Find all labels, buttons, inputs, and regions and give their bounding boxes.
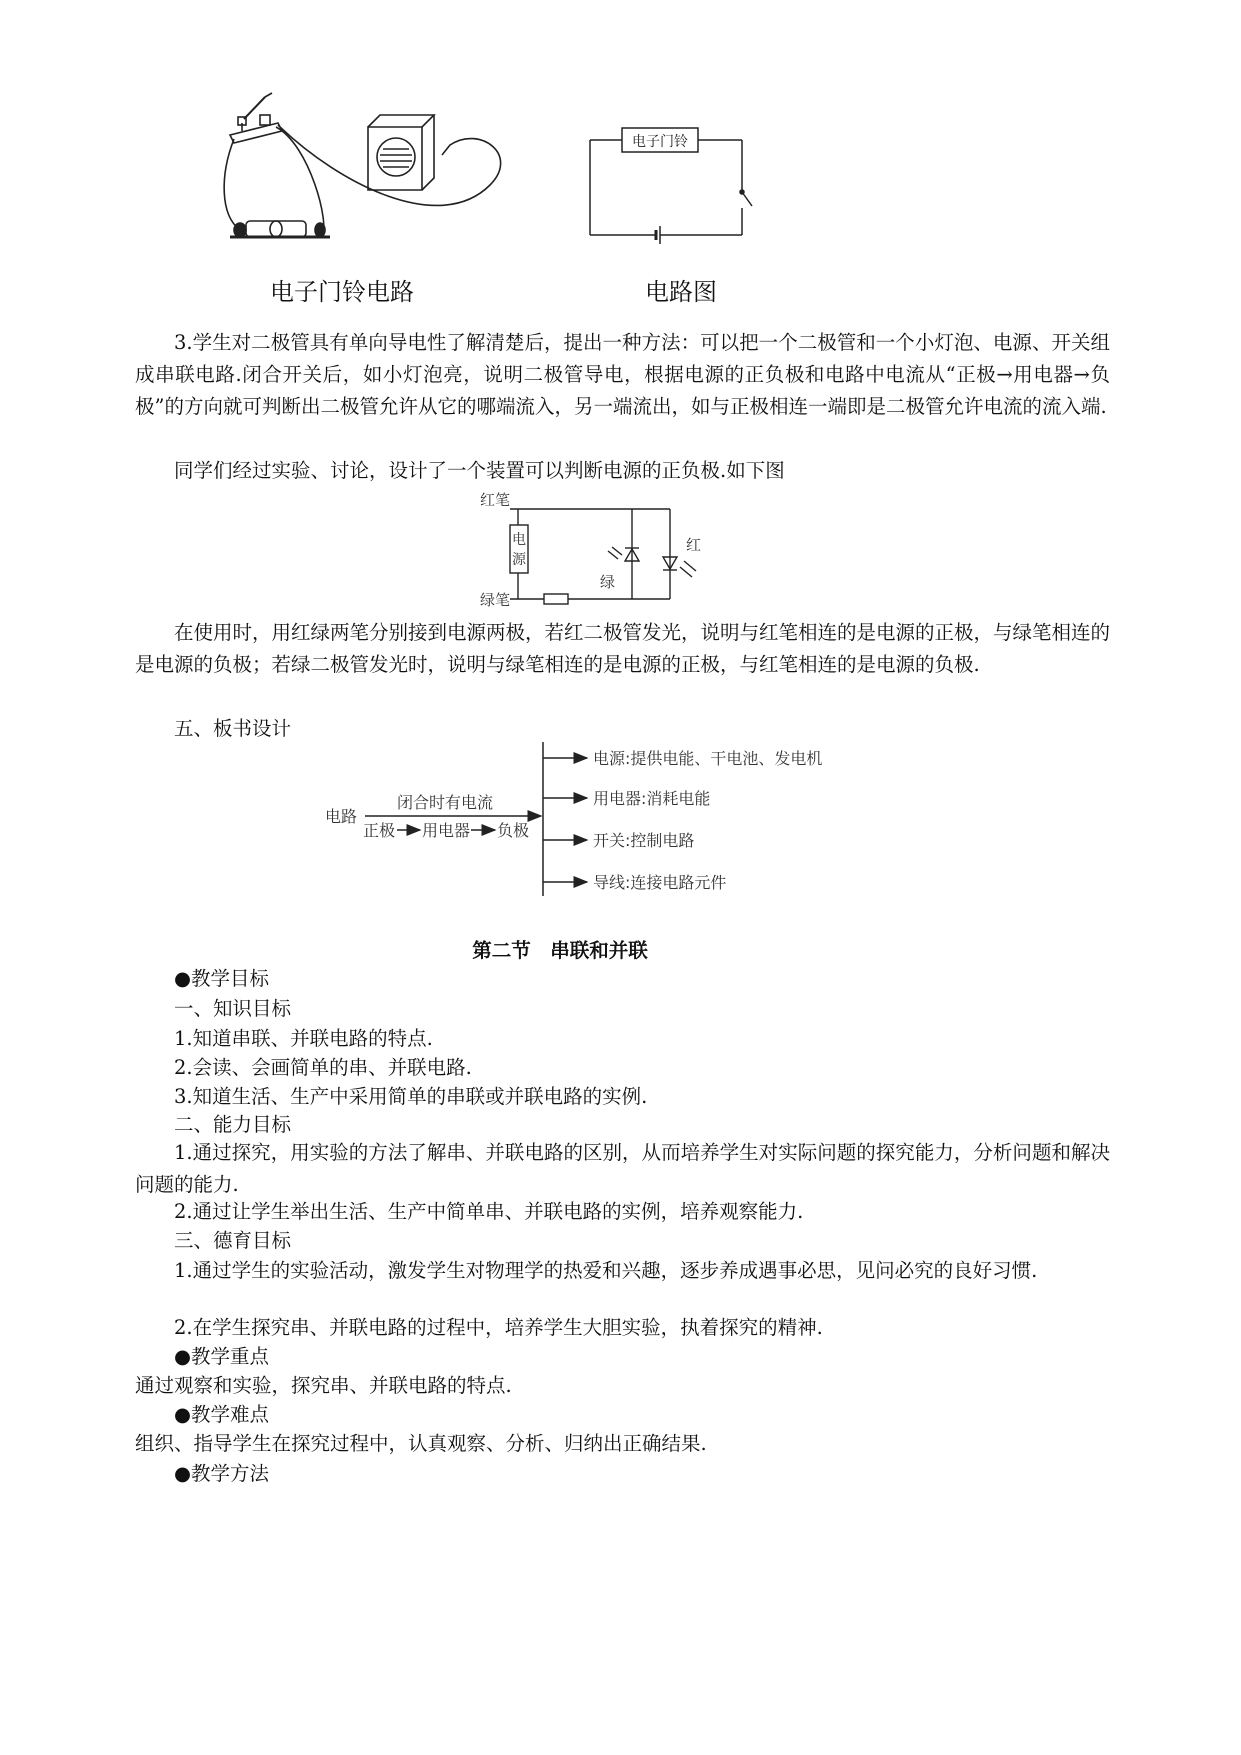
difficulties-heading: ●教学难点 xyxy=(174,1403,270,1426)
board-closed-current-label: 闭合时有电流 xyxy=(397,793,494,812)
circuit-diagram-caption: 电路图 xyxy=(645,278,717,306)
teaching-method-heading: ●教学方法 xyxy=(174,1462,270,1485)
knowledge-objective-1: 1.知道串联、并联电路的特点. xyxy=(174,1027,433,1050)
knowledge-objective-2: 2.会读、会画简单的串、并联电路. xyxy=(174,1056,472,1079)
board-negative-label: 负极 xyxy=(497,821,530,840)
board-branch-appliance: 用电器:消耗电能 xyxy=(593,789,711,808)
knowledge-objectives-heading: 一、知识目标 xyxy=(174,997,292,1020)
paragraph-design: 同学们经过实验、讨论，设计了一个装置可以判断电源的正负极.如下图 xyxy=(174,459,785,482)
red-pen-label: 红笔 xyxy=(480,491,511,509)
ability-objective-1: 1.通过探究，用实验的方法了解串、并联电路的区别，从而培养学生对实际问题的探究能力，分析问题和解决问题的能力. xyxy=(135,1141,1110,1196)
power-source-label-2: 源 xyxy=(512,552,526,568)
ability-objectives-heading: 二、能力目标 xyxy=(174,1113,292,1136)
green-led-label: 绿 xyxy=(600,573,616,591)
key-points-heading: ●教学重点 xyxy=(174,1345,270,1368)
paragraph-method: 3.学生对二极管具有单向导电性了解清楚后，提出一种方法：可以把一个二极管和一个小灯泡、电源、开关组成串联电路.闭合开关后，如小灯泡亮，说明二极管导电，根据电源的正负极和电路中电流从“正极→用电器→负极”的方向就可判断出二极管允许从它的哪端流入，另一端流出，如与正极相连一端即是二极管允许电流的流入端. xyxy=(135,331,1110,418)
board-design-heading: 五、板书设计 xyxy=(174,717,292,740)
green-pen-label: 绿笔 xyxy=(480,591,511,609)
board-branch-switch: 开关:控制电路 xyxy=(593,831,695,850)
board-appliance-label: 用电器 xyxy=(422,821,471,840)
board-branch-source: 电源:提供电能、干电池、发电机 xyxy=(593,749,823,768)
board-design-diagram xyxy=(325,738,885,900)
doorbell-circuit-illustration xyxy=(220,85,560,275)
moral-objective-2: 2.在学生探究串、并联电路的过程中，培养学生大胆实验，执着探究的精神. xyxy=(174,1316,823,1339)
doorbell-circuit-schematic xyxy=(580,120,770,250)
power-source-label-1: 电 xyxy=(512,532,526,548)
objectives-heading: ●教学目标 xyxy=(174,967,270,990)
board-branch-wire: 导线:连接电路元件 xyxy=(593,873,727,892)
red-led-label: 红 xyxy=(686,536,702,554)
knowledge-objective-3: 3.知道生活、生产中采用简单的串联或并联电路的实例. xyxy=(174,1085,648,1108)
section-title: 第二节 串联和并联 xyxy=(472,939,648,962)
key-points-text: 通过观察和实验，探究串、并联电路的特点. xyxy=(135,1374,512,1397)
ability-objective-2: 2.通过让学生举出生活、生产中简单串、并联电路的实例，培养观察能力. xyxy=(174,1200,804,1223)
paragraph-usage: 在使用时，用红绿两笔分别接到电源两极，若红二极管发光，说明与红笔相连的是电源的正极，与绿笔相连的是电源的负极；若绿二极管发光时，说明与绿笔相连的是电源的正极，与红笔相连的是电源的负极. xyxy=(135,621,1111,676)
polarity-tester-diagram xyxy=(480,487,710,612)
moral-objectives-heading: 三、德育目标 xyxy=(174,1229,292,1252)
moral-objective-1: 1.通过学生的实验活动，激发学生对物理学的热爱和兴趣，逐步养成遇事必思，见问必究的良好习惯. xyxy=(174,1259,1038,1282)
difficulties-text: 组织、指导学生在探究过程中，认真观察、分析、归纳出正确结果. xyxy=(135,1432,707,1455)
doorbell-circuit-caption: 电子门铃电路 xyxy=(270,278,414,306)
doorbell-box-label: 电子门铃 xyxy=(632,134,688,150)
board-positive-label: 正极 xyxy=(363,821,396,840)
board-circuit-label: 电路 xyxy=(325,807,358,826)
